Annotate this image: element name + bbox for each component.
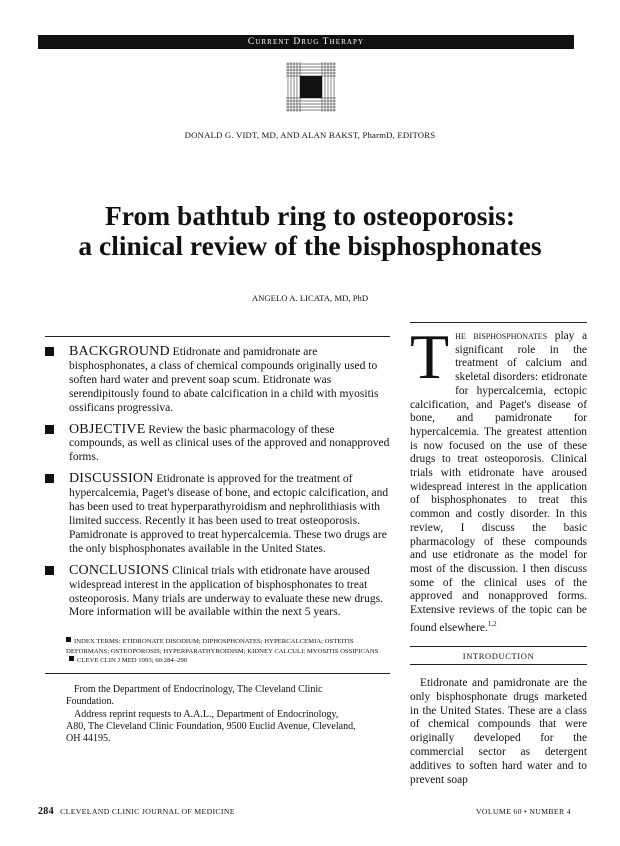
department-logo-icon [286,62,336,112]
reference-superscript: 1,2 [487,619,497,628]
section-banner: Current Drug Therapy [38,35,574,49]
footer-left [38,806,235,817]
bullet-square-icon [45,474,54,483]
citation: CLEVE CLIN J MED 1993; 60:284–290 [77,657,188,665]
intro-paragraph [410,321,588,635]
bullet-square-icon [45,425,54,434]
bullet-square-icon [45,347,54,356]
index-terms-label: INDEX TERMS: [74,638,121,645]
abstract-top-rule [45,336,390,337]
intro-column [410,321,588,635]
abstract-heading: CONCLUSIONS [69,562,170,578]
page-number: 284 [38,806,54,817]
section-rule-bottom [410,664,587,665]
editors-line: DONALD G. VIDT, MD, AND ALAN BAKST, PharmD, EDITORS [184,130,436,140]
bullet-square-icon [69,656,74,661]
abstract-text: Etidronate and pamidronate are bisphosphonates, a class of chemical compounds originally used to soften hard water and prevent soap scum. Etidronate was serendipitously found to abate calcification in a child with myositis ossificans progressiva. [69,346,379,414]
title-line-2: a clinical review of the bisphosphonates [78,230,542,261]
section-heading: INTRODUCTION [462,651,535,661]
abstract-background [45,345,390,416]
title-line-1: From bathtub ring to osteoporosis: [105,200,515,231]
abstract-heading: BACKGROUND [69,344,170,359]
bullet-square-icon [45,566,54,575]
intro-text: play a significant role in the treatment of calcium and skeletal disorders: etidronate for hypercalcemia, ectopic calcification, and Paget's disease of bone, and pamidronate for hypercalcemia. The greatest attention is now focused on the use of these drugs to treat osteoporosis. Clinical trials with etidronate have aroused widespread interest in the application of bisphosphonates to treat this common and costly disorder. In this review, I discuss the basic pharmacology of these compounds and use etidronate as the model for most of the discussion. I then discuss some of the clinical uses of the approved and nonapproved forms. Extensive reviews of the topic can be found elsewhere. [410,330,588,634]
affiliation [66,684,356,745]
author-line: ANGELO A. LICATA, MD, PhD [251,293,369,303]
abstract-text: Review the basic pharmacology of these compounds, as well as clinical uses of the approved and nonapproved forms. [69,423,390,464]
article-title [0,201,620,261]
reprint-address: Address reprint requests to A.A.L., Department of Endocrinology, A80, The Cleveland Clinic Foundation, 9500 Euclid Avenue, Cleveland, OH 44195. [66,708,356,745]
abstract-text: Etidronate is approved for the treatment of hypercalcemia, Paget's disease of bone, and ectopic calcification, and has been used to treat hyperparathyroidism and nephrolithiasis with limited success. Recently it has been used to treat osteoporosis. Pamidronate is approved to treat hypercalcemia. These two drugs are the only bisphosphonates available in the United States. [69,473,389,555]
abstract-heading: OBJECTIVE [69,421,146,437]
section-text: Etidronate and pamidronate are the only bisphosphonate drugs marketed in the United States. These are a class of chemical compounds that were originally developed for the commercial sector as detergent additives to soften hard water and to prevent soap [410,677,587,786]
affiliation-rule [45,673,390,674]
index-terms [66,637,391,666]
section-rule-top [410,646,587,647]
journal-name: CLEVELAND CLINIC JOURNAL OF MEDICINE [60,807,235,816]
abstract-conclusions [45,564,390,621]
abstract-text: Clinical trials with etidronate have aroused widespread interest in the application of bisphosphonates to treat osteoporosis. Many trials are underway to evaluate these new drugs. More information will be available within the next 5 years. [69,564,383,619]
abstract-heading: DISCUSSION [69,471,154,487]
issue-info: VOLUME 60 • NUMBER 4 [476,807,571,816]
drop-cap: T [410,321,450,392]
bullet-square-icon [66,637,71,642]
abstract [45,345,390,627]
abstract-objective [45,423,390,466]
abstract-discussion [45,472,390,556]
lead-in: he bisphosphonates [455,330,548,342]
index-terms-list: ETIDRONATE DISODIUM; DIPHOSPHONATES; HYPERCALCEMIA; OSTEITIS DEFORMANS; OSTEOPOROSIS; HYPERPARATHYROIDISM; KIDNEY CALCULI; MYOSITIS OSSIFICANS [66,638,379,655]
affiliation-department: From the Department of Endocrinology, The Cleveland Clinic Foundation. [66,684,323,708]
